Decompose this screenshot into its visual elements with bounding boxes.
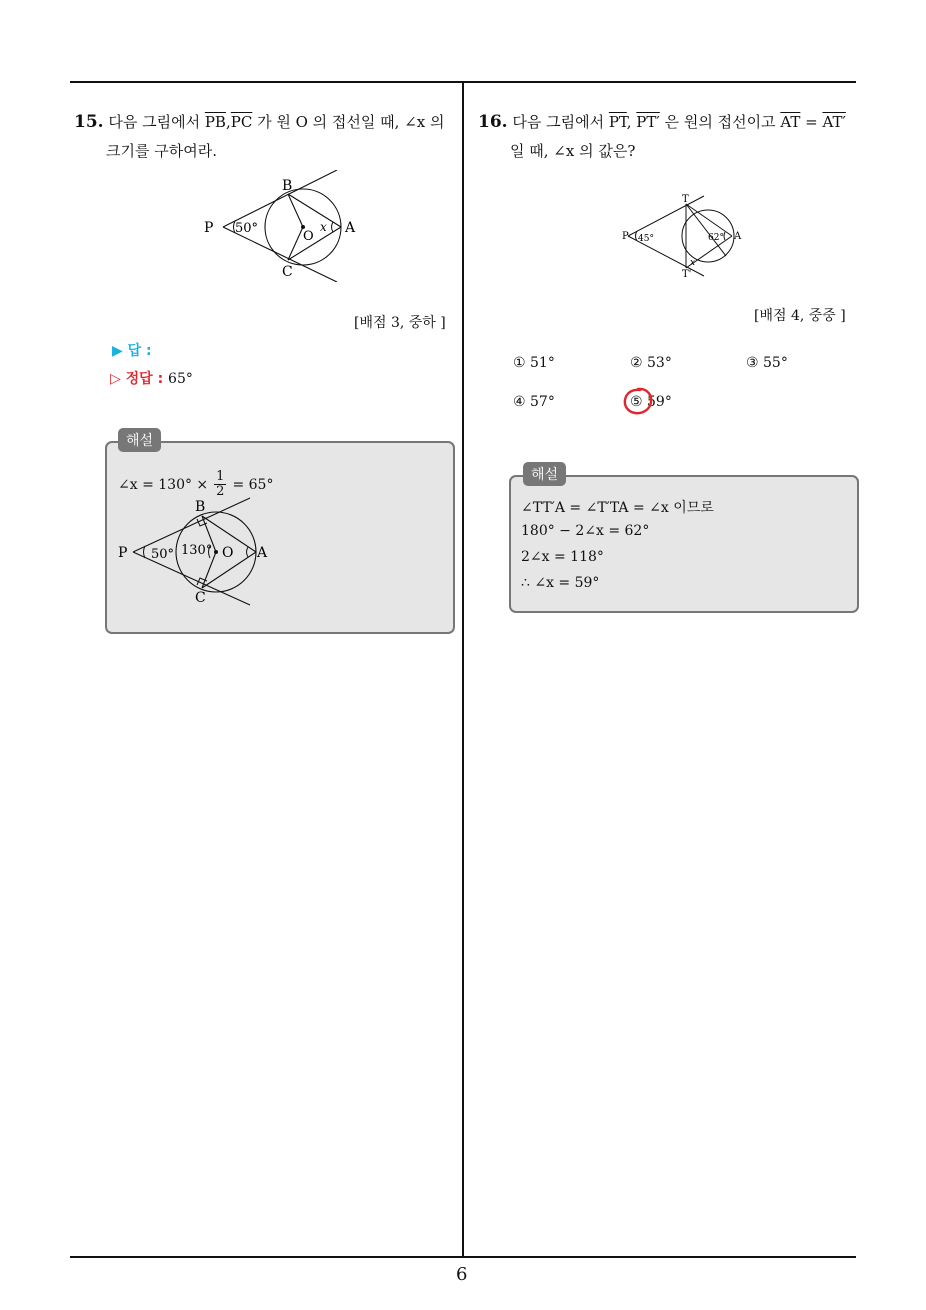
q15-ex-angle-arc-a bbox=[247, 547, 249, 557]
q16-label-angle-p: 45° bbox=[638, 234, 654, 244]
q15-label-b: B bbox=[282, 178, 293, 194]
q16-segment-ptp: PT′ bbox=[636, 113, 660, 131]
choice-mark: ② bbox=[630, 355, 643, 371]
q15-label-a: A bbox=[345, 220, 356, 236]
choice-value: 51° bbox=[530, 355, 555, 371]
q16-explanation-line-1: ∠TT′A = ∠T′TA = ∠x 이므로 bbox=[521, 500, 714, 516]
q15-sep: , bbox=[225, 113, 231, 131]
q16-comma: , bbox=[626, 113, 637, 131]
choice-mark: ⑤ bbox=[630, 394, 643, 410]
q16-figure bbox=[620, 192, 750, 280]
q15-eq-left: ∠x = 130° × bbox=[118, 476, 209, 493]
q15-ex-label-b: B bbox=[195, 499, 206, 515]
q15-answer-label: ▶ 답 : bbox=[112, 343, 152, 359]
choice-mark: ① bbox=[513, 355, 526, 371]
q16-label-a: A bbox=[734, 231, 742, 242]
choice-mark: ④ bbox=[513, 394, 526, 410]
q16-line2: 일 때, ∠x 의 값은? bbox=[510, 142, 636, 160]
q16-line1 bbox=[478, 108, 863, 137]
q15-vector-pb: $\overline{PB}$ bbox=[204, 113, 226, 131]
q16-choice-1[interactable] bbox=[513, 355, 555, 371]
bottom-rule bbox=[70, 1256, 856, 1258]
q15-label-p: P bbox=[204, 220, 214, 236]
q16-text-a: 다음 그림에서 bbox=[512, 113, 609, 131]
q16-angle-arc-p bbox=[636, 231, 638, 241]
q15-ex-label-p: P bbox=[118, 545, 128, 561]
q15-ex-label-angle: 50° bbox=[151, 547, 175, 562]
q15-correct-label: ▷ 정답 : bbox=[110, 371, 164, 387]
q16-chord-ta bbox=[686, 204, 732, 236]
q15-frac-den: 2 bbox=[216, 484, 225, 499]
choice-value: 53° bbox=[647, 355, 672, 371]
q16-label-tp: T' bbox=[682, 269, 692, 280]
q16-label-x: x bbox=[690, 258, 696, 268]
q16-text-b: 은 원의 접선이고 bbox=[659, 113, 781, 131]
q15-ex-angle-arc-p bbox=[144, 546, 146, 558]
q15-vector-pc: $\overline{PC}$ bbox=[230, 113, 253, 131]
q15-label-o: O bbox=[303, 229, 314, 244]
selected-answer-circle bbox=[622, 386, 654, 416]
q16-tangent-t bbox=[628, 196, 704, 236]
q16-arc-at: $\overline{AT}$ bbox=[780, 113, 801, 131]
q15-label-angle: 50° bbox=[235, 221, 259, 236]
q16-arc-atp: AT′ bbox=[822, 113, 846, 131]
q15-eq-right: = 65° bbox=[232, 476, 274, 493]
q16-number: 16. bbox=[478, 112, 508, 132]
q15-explanation-figure bbox=[115, 495, 285, 610]
choice-value: 57° bbox=[530, 394, 555, 410]
q15-label-x: x bbox=[320, 220, 327, 234]
q16-explanation-line-4: ∴ ∠x = 59° bbox=[521, 575, 600, 591]
q16-eq: = bbox=[800, 113, 823, 131]
q16-choice-2[interactable] bbox=[630, 355, 672, 371]
q16-explanation-tag: 해설 bbox=[523, 462, 566, 486]
q16-explanation-line-3: 2∠x = 118° bbox=[521, 549, 604, 565]
q15-text-b: 가 원 O 의 접선일 때, ∠x 의 bbox=[252, 113, 445, 131]
q15-ex-label-a: A bbox=[257, 545, 268, 561]
q15-explanation-tag: 해설 bbox=[118, 428, 161, 452]
q16-angle-arc-a bbox=[724, 232, 725, 240]
choice-value: 55° bbox=[763, 355, 788, 371]
q15-figure bbox=[195, 170, 370, 282]
q15-line1 bbox=[74, 108, 459, 137]
choice-value: 59° bbox=[647, 394, 672, 410]
page-number: 6 bbox=[456, 1264, 468, 1285]
q15-line2: 크기를 구하여라. bbox=[106, 142, 217, 160]
q16-choice-4[interactable] bbox=[513, 394, 555, 410]
column-divider bbox=[462, 81, 464, 1258]
q15-ex-label-o: O bbox=[222, 545, 234, 561]
q16-chord-t-x bbox=[686, 204, 726, 256]
q15-text-a: 다음 그림에서 bbox=[108, 113, 205, 131]
q16-choice-3[interactable] bbox=[746, 355, 788, 371]
q16-label-t: T bbox=[682, 194, 689, 205]
q15-angle-arc-a bbox=[332, 222, 334, 232]
q15-ex-label-center-angle: 130° bbox=[181, 543, 213, 558]
choice-mark: ③ bbox=[746, 355, 759, 371]
q15-ex-label-c: C bbox=[195, 590, 206, 606]
q16-segment-pt: $\overline{PT}$ bbox=[608, 113, 627, 131]
q16-explanation-box bbox=[509, 475, 859, 613]
q16-explanation-line-2: 180° − 2∠x = 62° bbox=[521, 523, 650, 539]
q15-correct-value: 65° bbox=[168, 371, 193, 387]
q15-correct-row bbox=[110, 368, 193, 388]
q16-label-p: P bbox=[622, 231, 629, 242]
q15-number: 15. bbox=[74, 112, 104, 132]
q15-tangent-b bbox=[223, 170, 337, 227]
q15-label-c: C bbox=[282, 264, 293, 280]
q16-label-angle-a: 62° bbox=[708, 233, 724, 243]
q15-meta: [배점 3, 중하 ] bbox=[354, 315, 446, 331]
q15-ex-center-dot bbox=[214, 550, 218, 554]
q15-frac-num: 1 bbox=[216, 469, 225, 484]
q16-meta: [배점 4, 중중 ] bbox=[754, 308, 846, 324]
